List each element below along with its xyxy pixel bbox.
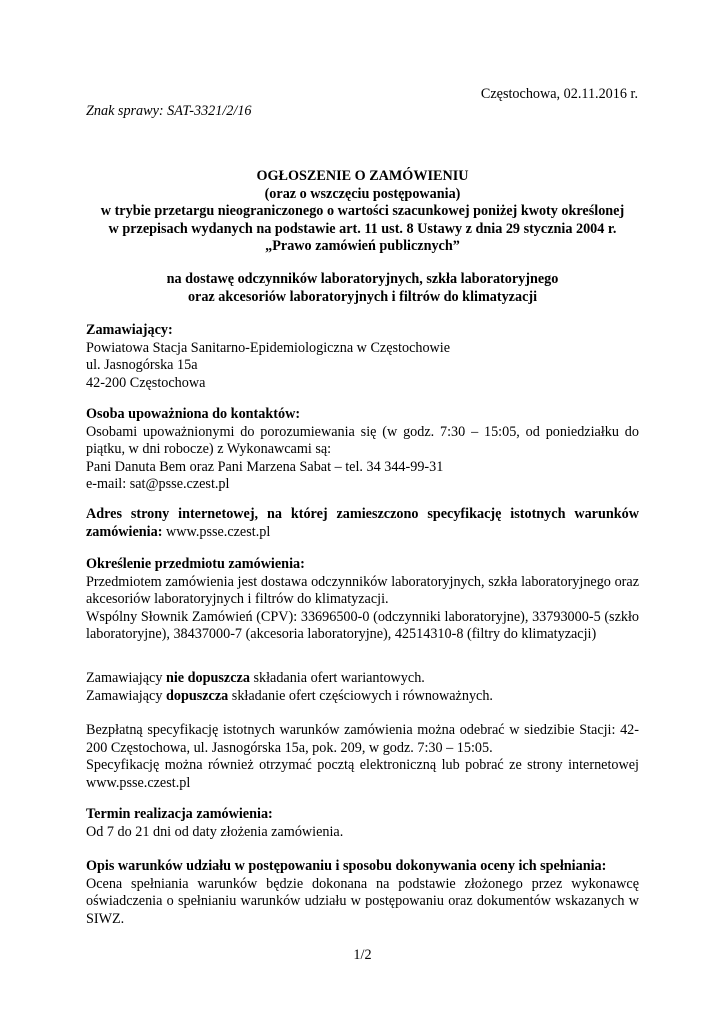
- specification-section: [86, 722, 639, 792]
- scope-section: [86, 556, 639, 644]
- variants-line-1: [86, 670, 639, 688]
- announcement-title: [60, 168, 665, 256]
- ordering-party-name: Powiatowa Stacja Sanitarno-Epidemiologiczna w Częstochowie: [86, 339, 451, 356]
- page-number: 1/2: [353, 947, 372, 963]
- case-reference: Znak sprawy: SAT-3321/2/16: [86, 103, 252, 119]
- variants-line-1-bold: nie dopuszcza: [165, 670, 250, 686]
- variants-line-1-c: składania ofert wariantowych.: [249, 670, 425, 686]
- website-heading: Adres strony internetowej, na której zamieszczono specyfikację istotnych warunków zamówienia:: [86, 506, 639, 540]
- variants-line-1-a: Zamawiający: [86, 670, 166, 686]
- conditions-text: Ocena spełniania warunków będzie dokonana na podstawie złożonego przez wykonawcę oświadczenia o spełnianiu warunków udziału w postępowaniu oraz dokumentów wskazanych w SIWZ.: [86, 875, 639, 927]
- scope-text-1: Przedmiotem zamówienia jest dostawa odczynników laboratoryjnych, szkła laboratoryjnego oraz akcesoriów laboratoryjnych i filtrów do klimatyzacji.: [86, 573, 639, 608]
- variants-line-2-bold: dopuszcza: [165, 687, 229, 704]
- specification-text-1: Bezpłatną specyfikację istotnych warunków zamówienia można odebrać w siedzibie Stacji: 42-200 Częstochowa, ul. Jasnogórska 15a, pok. 209, w godz. 7:30 – 15:05.: [86, 722, 639, 756]
- website-url[interactable]: www.psse.czest.pl: [162, 523, 271, 540]
- deadline-text: Od 7 do 21 dni od daty złożenia zamówienia.: [86, 823, 344, 840]
- ordering-party-street: ul. Jasnogórska 15a: [86, 357, 198, 374]
- variants-line-2-a: Zamawiający: [86, 687, 166, 704]
- title-line-3: w trybie przetargu nieograniczonego o wartości szacunkowej poniżej kwoty określonej: [100, 203, 625, 220]
- subject-line-2: oraz akcesoriów laboratoryjnych i filtrów do klimatyzacji: [187, 288, 538, 305]
- title-line-4: w przepisach wydanych na podstawie art. 11 ust. 8 Ustawy z dnia 29 stycznia 2004 r.: [108, 220, 617, 237]
- conditions-section: [86, 858, 639, 928]
- specification-text-2: Specyfikację można również otrzymać pocztą elektroniczną lub pobrać ze strony internetowej www.psse.czest.pl: [86, 757, 639, 791]
- deadline-heading: Termin realizacja zamówienia:: [86, 806, 273, 822]
- contact-heading: Osoba upoważniona do kontaktów:: [86, 406, 301, 422]
- conditions-heading: Opis warunków udziału w postępowaniu i sposobu dokonywania oceny ich spełniania:: [86, 858, 607, 874]
- subject-line-1: na dostawę odczynników laboratoryjnych, szkła laboratoryjnego: [166, 271, 559, 287]
- title-line-1: OGŁOSZENIE O ZAMÓWIENIU: [256, 168, 469, 184]
- contact-email: e-mail: sat@psse.czest.pl: [86, 476, 230, 493]
- scope-heading: Określenie przedmiotu zamówienia:: [86, 556, 305, 572]
- contact-section: [86, 406, 639, 494]
- announcement-subject: [60, 271, 665, 306]
- ordering-party-heading: Zamawiający:: [86, 322, 173, 338]
- document-date: Częstochowa, 02.11.2016 r.: [480, 86, 638, 102]
- scope-text-2: Wspólny Słownik Zamówień (CPV): 33696500-0 (odczynniki laboratoryjne), 33793000-5 (szkło laboratoryjne), 38437000-7 (akcesoria laboratoryjne), 42514310-8 (filtry do klimatyzacji): [86, 608, 639, 643]
- ordering-party-city: 42-200 Częstochowa: [86, 374, 206, 391]
- title-line-2: (oraz o wszczęciu postępowania): [264, 185, 461, 202]
- title-line-5: „Prawo zamówień publicznych”: [265, 238, 460, 255]
- contact-persons: Pani Danuta Bem oraz Pani Marzena Sabat – tel. 34 344-99-31: [86, 458, 444, 475]
- ordering-party-section: [86, 322, 639, 392]
- variants-line-2: [86, 688, 639, 706]
- contact-text: Osobami upoważnionymi do porozumiewania się (w godz. 7:30 – 15:05, od poniedziałku do piątku, w dni robocze) z Wykonawcami są:: [86, 423, 639, 458]
- website-section: [86, 506, 639, 541]
- variants-section: [86, 670, 639, 705]
- deadline-section: [86, 806, 639, 841]
- variants-line-2-c: składanie ofert częściowych i równoważnych.: [228, 687, 493, 704]
